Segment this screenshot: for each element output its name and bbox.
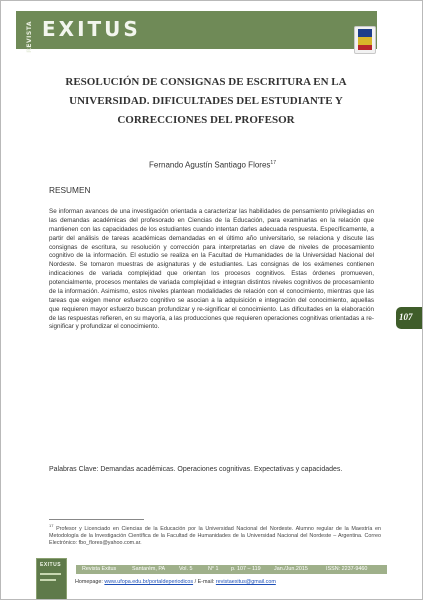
page-range: p. 107 – 119 (231, 566, 261, 572)
page-number: 107 (399, 312, 413, 322)
author-footnote-mark: 17 (270, 160, 276, 166)
thumbnail-decoration (40, 573, 61, 575)
journal-name: Revista Exitus (82, 566, 117, 572)
logo-main-text: EXITUS (42, 17, 141, 41)
logo-small-text: REVISTA (26, 21, 33, 53)
homepage-label: Homepage: (75, 579, 105, 585)
journal-logo (16, 11, 166, 53)
footnote-number: 17 (49, 523, 54, 528)
page-number-tab (396, 307, 422, 329)
university-crest-icon (354, 26, 376, 54)
email-link[interactable]: revistaexitus@gmail.com (215, 579, 276, 585)
keywords-line: Palabras Clave: Demandas académicas. Operaciones cognitivas. Expectativas y capacidades. (49, 466, 343, 473)
email-label: / E-mail: (193, 579, 216, 585)
footnote-rule (49, 519, 144, 520)
footnote-text: Profesor y Licenciado en Ciencias de la Educación por la Universidad Nacional del Nordeste. Alumno regular de la Maestría en Metodología de la Investigación Científica de la Facultad de Humanidades de la Universidad Nacional del Nordeste – Argentina. Correo Electrónico: fbo_flores@yahoo.com.ar. (49, 525, 381, 547)
author-name: Fernando Agustín Santiago Flores (149, 160, 271, 170)
journal-cover-thumbnail (36, 558, 67, 600)
journal-issue: N° 1 (208, 566, 219, 572)
title-line: RESOLUCIÓN DE CONSIGNAS DE ESCRITURA EN LA (65, 76, 347, 88)
thumbnail-decoration (40, 579, 56, 581)
homepage-link[interactable]: www.ufopa.edu.br/portaldeperiodicos (104, 579, 194, 585)
journal-header-band (16, 11, 377, 53)
section-heading: RESUMEN (49, 185, 91, 195)
publication-period: Jan./Jun.2015 (274, 566, 308, 572)
footnote (49, 523, 381, 548)
thumbnail-title: EXITUS (40, 562, 62, 568)
title-line: UNIVERSIDAD. DIFICULTADES DEL ESTUDIANTE Y (69, 94, 343, 107)
citation-strip (76, 565, 387, 574)
abstract-body: Se informan avances de una investigación orientada a caracterizar las habilidades de pensamiento privilegiadas en las demandas académicas del profesorado en Ciencias de la Educación, para examinarlas en la relación que mantienen con las capacidades de los estudiantes cuando intentan darles adecuada respuesta. Específicamente, a partir del análisis de tareas académicas demandadas en el último año universitario, se relaciona y discute las consignas de escritura, su resolución y corrección para interpretarlas en clave de niveles de procesamiento cognitivo de la información. El estudio se realiza en la Facultad de Humanidades de la Universidad Nacional del Nordeste. Se tomaron muestras de asignaturas y de estudiantes. Las consignas de los exámenes contienen indicaciones de variada complejidad que orientan los procesos cognitivos. Estas órdenes promueven, potencialmente, procesos mentales de variada complejidad e integran distintos niveles cognitivos de procesamiento de la información. Asimismo, estos niveles plantean modalidades de relación con el conocimiento, mientras que las tareas que exigen menor esfuerzo cognitivo se asocian a la adquisición e integración del conocimiento, aquellas que requieren mayor esfuerzo buscan profundizar y re-significar el conocimiento. Las dificultades en la elaboración de las respuestas refieren, en su mayoría, a las producciones que requieren operaciones cognitivas orientadas a re-significar y profundizar el conocimiento. (49, 208, 374, 331)
article-author (1, 160, 423, 170)
title-line: CORRECCIONES DEL PROFESOR (117, 113, 295, 126)
journal-location: Santarém, PA (132, 566, 166, 572)
homepage-line (75, 579, 395, 585)
issn: ISSN: 2237-9460 (326, 566, 368, 572)
journal-volume: Vol. 5 (179, 566, 193, 572)
article-title (61, 73, 351, 130)
